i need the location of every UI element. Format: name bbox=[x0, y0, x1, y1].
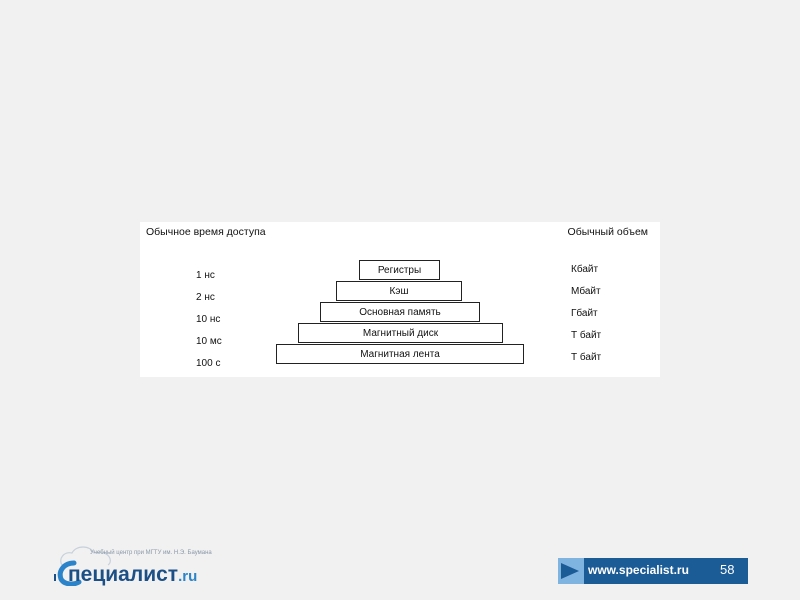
logo-suffix: .ru bbox=[178, 568, 198, 585]
access-time-main-memory: 10 нс bbox=[196, 314, 221, 325]
access-time-registers: 1 нс bbox=[196, 270, 215, 281]
page-number: 58 bbox=[720, 562, 735, 577]
logo-subtitle: Учебный центр при МГТУ им. Н.Э. Баумана bbox=[90, 550, 212, 556]
arrow-icon bbox=[558, 558, 584, 584]
level-magnetic-tape: Магнитная лента bbox=[276, 344, 524, 364]
volume-header: Обычный объем bbox=[567, 226, 648, 238]
volume-registers: Кбайт bbox=[571, 264, 599, 275]
volume-tape: Т байт bbox=[571, 352, 602, 363]
logo-main-text: пециалист bbox=[68, 563, 179, 586]
level-magnetic-disk: Магнитный диск bbox=[298, 323, 503, 343]
level-cache: Кэш bbox=[336, 281, 462, 301]
logo-wordmark bbox=[68, 563, 197, 587]
specialist-logo bbox=[52, 541, 272, 586]
access-time-disk: 10 мс bbox=[196, 336, 222, 347]
volume-main-memory: Гбайт bbox=[571, 308, 598, 319]
volume-disk: Т байт bbox=[571, 330, 602, 341]
memory-hierarchy-diagram bbox=[140, 222, 660, 377]
level-main-memory: Основная память bbox=[320, 302, 480, 322]
access-time-tape: 100 с bbox=[196, 358, 221, 369]
access-time-header: Обычное время доступа bbox=[146, 226, 266, 238]
volume-cache: Мбайт bbox=[571, 286, 601, 297]
site-url-link[interactable]: www.specialist.ru bbox=[588, 563, 689, 577]
level-registers: Регистры bbox=[359, 260, 440, 280]
access-time-cache: 2 нс bbox=[196, 292, 215, 303]
